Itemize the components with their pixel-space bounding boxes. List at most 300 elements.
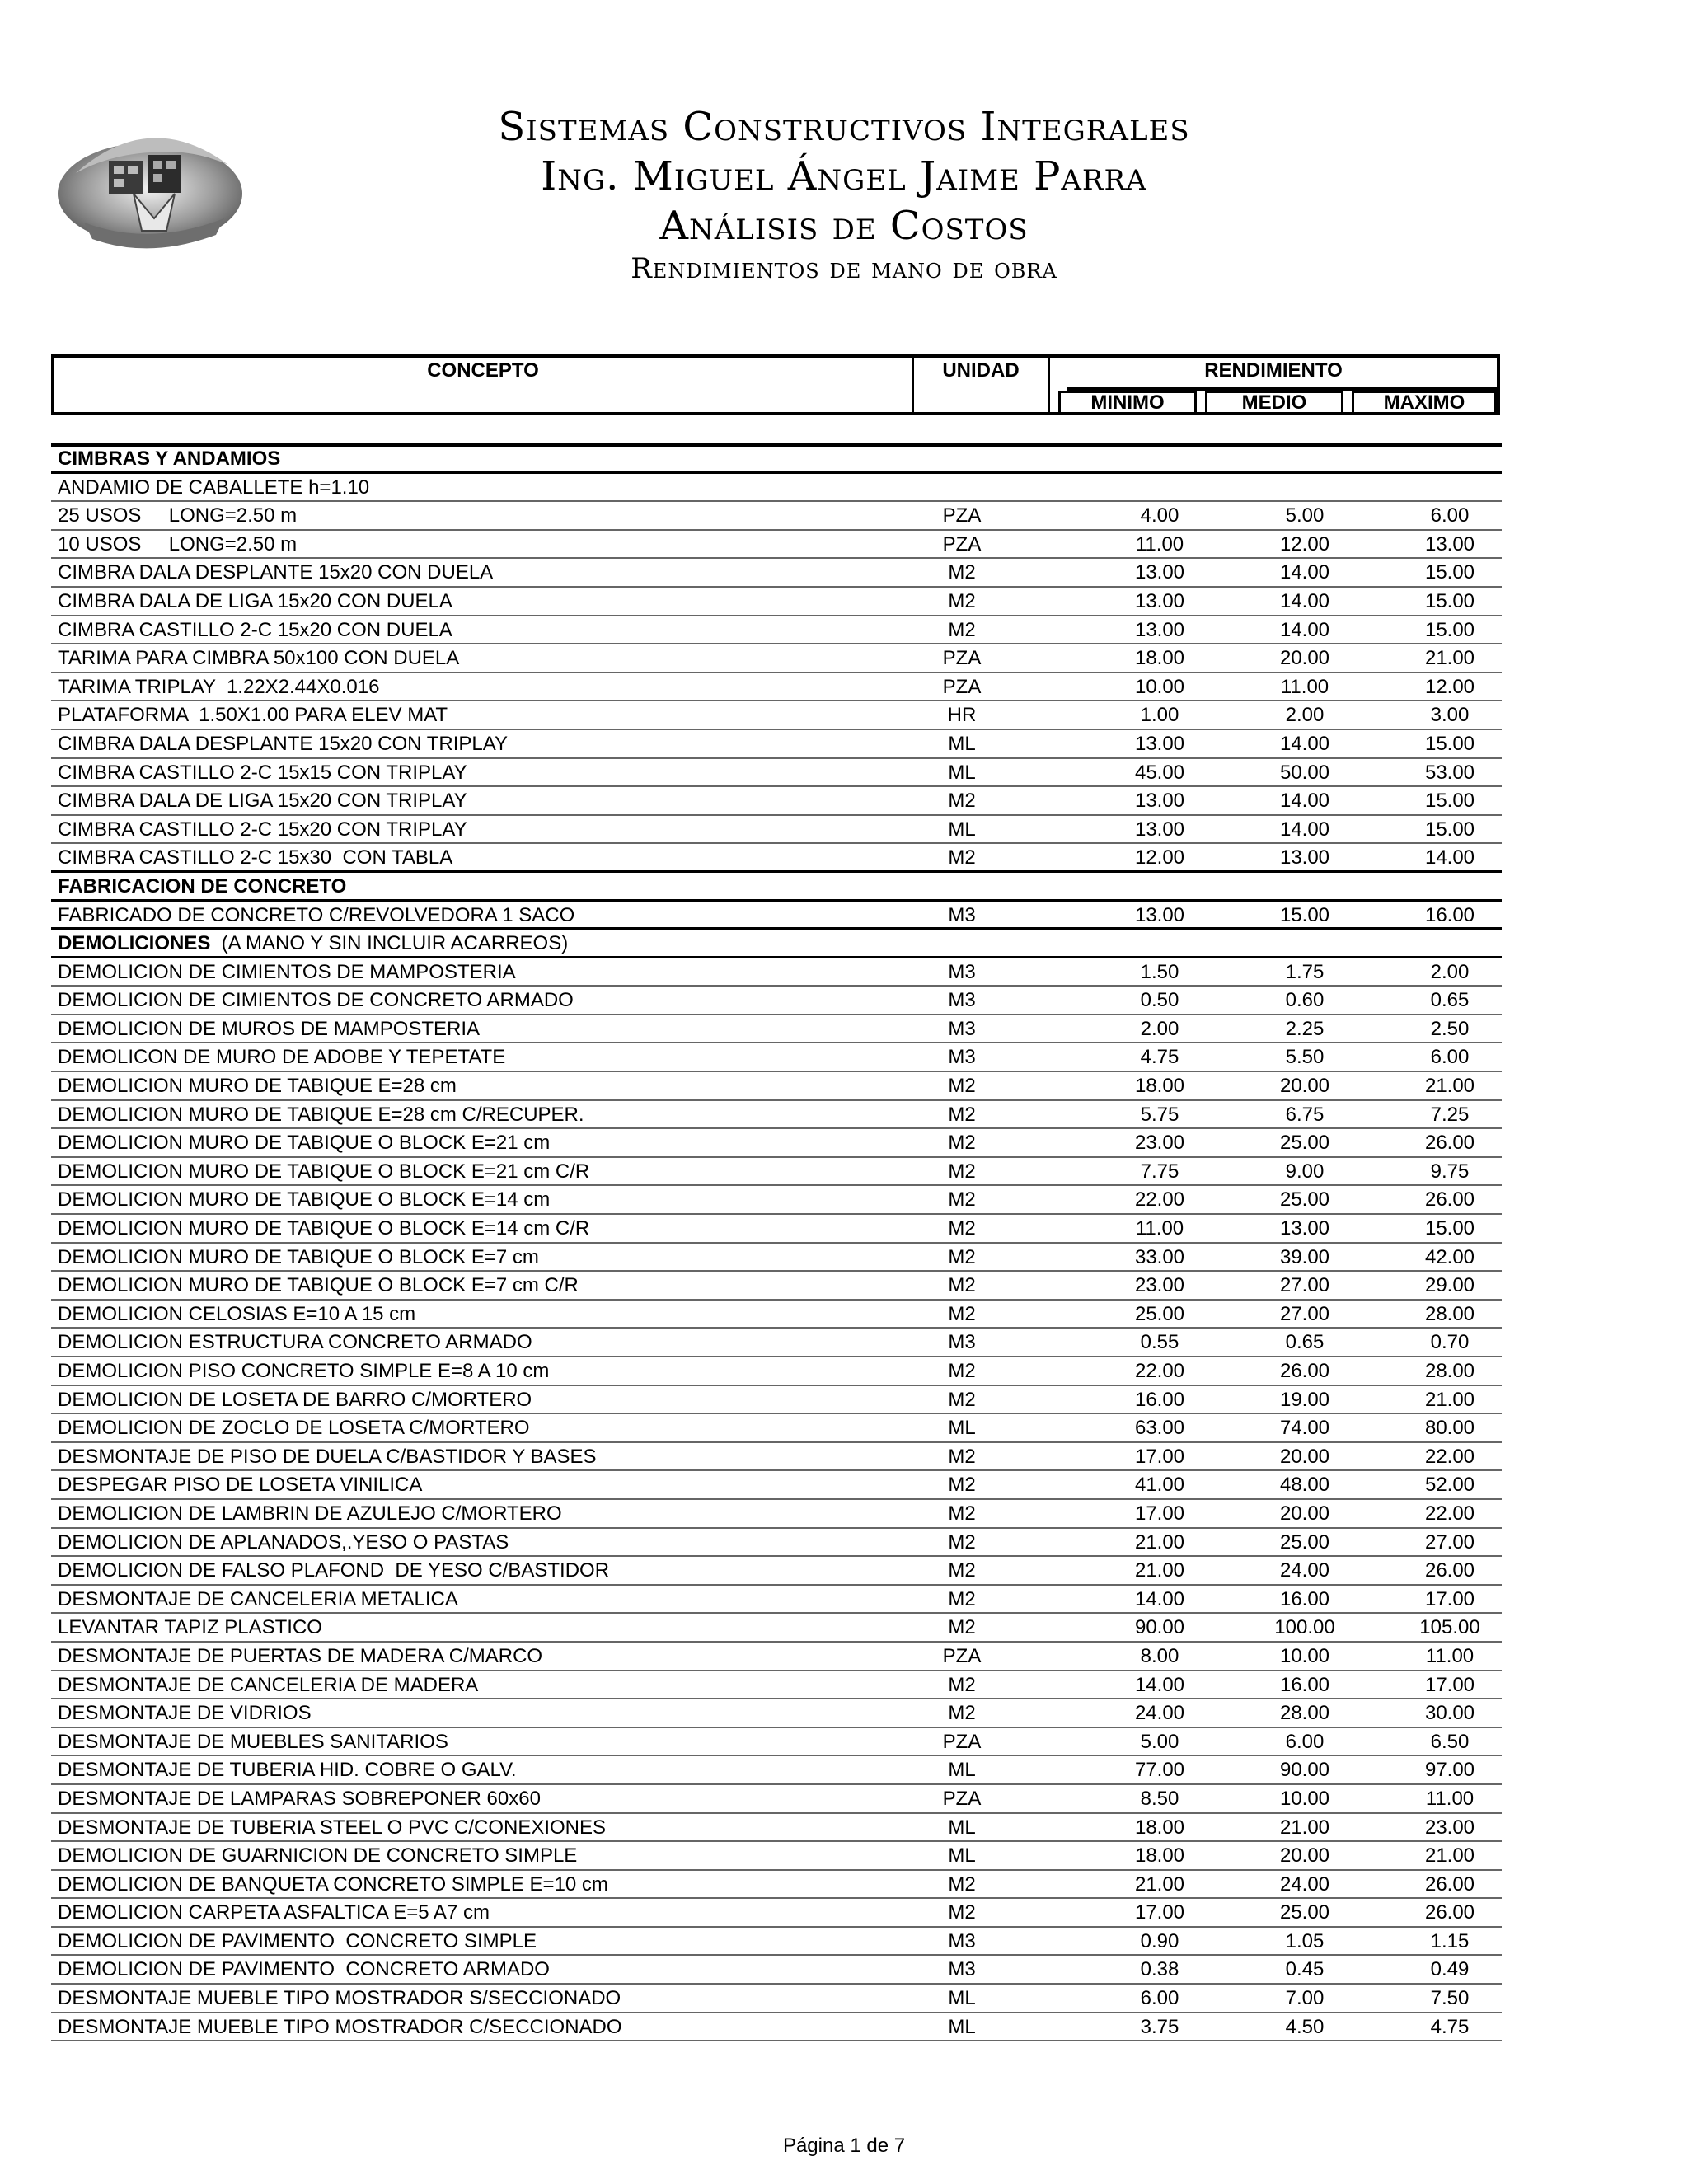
table-row [51, 474, 1502, 503]
medio-cell: 20.00 [1279, 647, 1330, 670]
concepto-text: DEMOLICION DE GUARNICION DE CONCRETO SIMPLE [58, 1844, 578, 1868]
maximo-cell: 21.00 [1424, 1075, 1475, 1098]
medio-cell: 21.00 [1279, 1816, 1330, 1839]
concepto-text: DEMOLICION MURO DE TABIQUE O BLOCK E=7 cm [58, 1245, 539, 1268]
concepto-text: DEMOLICION DE LOSETA DE BARRO C/MORTERO [58, 1388, 532, 1411]
medio-cell: 100.00 [1274, 1616, 1335, 1639]
concepto-text: DEMOLICION ESTRUCTURA CONCRETO ARMADO [58, 1331, 532, 1354]
maximo-cell: 17.00 [1424, 1587, 1475, 1610]
maximo-cell: 26.00 [1424, 1132, 1475, 1155]
unidad-cell: M2 [948, 1587, 976, 1610]
concepto-cell [58, 1614, 322, 1641]
medio-cell: 48.00 [1279, 1474, 1330, 1497]
concepto-cell [58, 1215, 589, 1242]
table-row [51, 559, 1502, 588]
section-header-row [51, 445, 1502, 474]
table-row [51, 1072, 1502, 1101]
unidad-cell: HR [947, 704, 977, 727]
concepto-cell [58, 1871, 608, 1898]
concepto-cell [58, 1586, 458, 1613]
concepto-cell [58, 673, 379, 701]
header-medio: MEDIO [1205, 391, 1343, 415]
table-row [51, 616, 1502, 645]
maximo-cell: 22.00 [1424, 1502, 1475, 1525]
minimo-cell: 16.00 [1134, 1388, 1185, 1411]
maximo-cell: 0.65 [1430, 989, 1470, 1012]
maximo-cell: 16.00 [1424, 903, 1475, 926]
concepto-text: DESMONTAJE MUEBLE TIPO MOSTRADOR C/SECCIONADO [58, 2015, 622, 2038]
maximo-cell: 2.50 [1430, 1017, 1470, 1040]
header-minimo: MINIMO [1058, 391, 1197, 415]
concepto-cell [58, 1015, 480, 1043]
unidad-cell: M3 [948, 960, 976, 983]
maximo-cell: 6.50 [1430, 1730, 1470, 1753]
unidad-cell: PZA [942, 1644, 982, 1667]
concepto-cell [58, 1101, 584, 1128]
maximo-cell: 7.50 [1430, 1987, 1470, 2010]
maximo-cell: 21.00 [1424, 1388, 1475, 1411]
medio-cell: 4.50 [1285, 2015, 1325, 2038]
concepto-text: DESMONTAJE DE TUBERIA HID. COBRE O GALV. [58, 1759, 517, 1782]
unidad-cell: M2 [948, 1245, 976, 1268]
maximo-cell: 12.00 [1424, 675, 1475, 698]
concepto-cell [58, 1728, 448, 1755]
concepto-note: (A MANO Y SIN INCLUIR ACARREOS) [210, 932, 569, 955]
maximo-cell: 26.00 [1424, 1901, 1475, 1924]
unidad-cell: M3 [948, 903, 976, 926]
unidad-cell: ML [948, 1844, 976, 1868]
medio-cell: 39.00 [1279, 1245, 1330, 1268]
table-row [51, 1272, 1502, 1301]
unidad-cell: ML [948, 1987, 976, 2010]
unidad-cell: M2 [948, 1616, 976, 1639]
cost-table-body [51, 445, 1502, 2041]
minimo-cell: 5.75 [1140, 1103, 1179, 1126]
concepto-cell [58, 1329, 532, 1356]
minimo-cell: 13.00 [1134, 790, 1185, 813]
medio-cell: 20.00 [1279, 1502, 1330, 1525]
minimo-cell: 1.50 [1140, 960, 1179, 983]
maximo-cell: 15.00 [1424, 1217, 1475, 1240]
medio-cell: 14.00 [1279, 818, 1330, 841]
page-footer: Página 1 de 7 [782, 2135, 906, 2157]
maximo-cell: 21.00 [1424, 647, 1475, 670]
concepto-cell [58, 1756, 517, 1783]
table-row [51, 588, 1502, 616]
unidad-cell: ML [948, 2015, 976, 2038]
concepto-text: DEMOLICION DE ZOCLO DE LOSETA C/MORTERO [58, 1417, 530, 1440]
maximo-cell: 28.00 [1424, 1360, 1475, 1382]
maximo-cell: 53.00 [1424, 761, 1475, 784]
concepto-text: DEMOLICION DE BANQUETA CONCRETO SIMPLE E=10 cm [58, 1872, 608, 1896]
table-row [51, 1215, 1502, 1244]
maximo-cell: 26.00 [1424, 1872, 1475, 1896]
concepto-text: DESMONTAJE DE LAMPARAS SOBREPONER 60x60 [58, 1787, 541, 1810]
medio-cell: 2.25 [1285, 1017, 1325, 1040]
unidad-cell: ML [948, 1417, 976, 1440]
minimo-cell: 2.00 [1140, 1017, 1179, 1040]
medio-cell: 5.00 [1285, 504, 1325, 527]
unidad-cell: M2 [948, 1530, 976, 1554]
minimo-cell: 17.00 [1134, 1445, 1185, 1468]
unidad-cell: M2 [948, 618, 976, 641]
medio-cell: 14.00 [1279, 790, 1330, 813]
medio-cell: 10.00 [1279, 1644, 1330, 1667]
concepto-cell [58, 445, 280, 472]
concepto-cell [58, 930, 568, 957]
medio-cell: 26.00 [1279, 1360, 1330, 1382]
medio-cell: 25.00 [1279, 1132, 1330, 1155]
minimo-cell: 17.00 [1134, 1502, 1185, 1525]
maximo-cell: 13.00 [1424, 532, 1475, 555]
medio-cell: 13.00 [1279, 1217, 1330, 1240]
concepto-text: CIMBRA DALA DESPLANTE 15x20 CON DUELA [58, 561, 494, 584]
unidad-cell: M3 [948, 1331, 976, 1354]
concepto-text: CIMBRA DALA DE LIGA 15x20 CON DUELA [58, 589, 452, 612]
concepto-cell [58, 730, 508, 757]
concepto-cell [58, 644, 459, 672]
medio-cell: 25.00 [1279, 1530, 1330, 1554]
minimo-cell: 18.00 [1134, 1844, 1185, 1868]
medio-cell: 13.00 [1279, 846, 1330, 869]
concepto-cell [58, 1899, 490, 1926]
medio-cell: 24.00 [1279, 1872, 1330, 1896]
medio-cell: 20.00 [1279, 1075, 1330, 1098]
concepto-text: CIMBRA CASTILLO 2-C 15x20 CON DUELA [58, 618, 452, 641]
medio-cell: 14.00 [1279, 589, 1330, 612]
header-maximo: MAXIMO [1352, 391, 1497, 415]
table-row [51, 1101, 1502, 1130]
maximo-cell: 30.00 [1424, 1702, 1475, 1725]
medio-cell: 1.05 [1285, 1929, 1325, 1952]
section-header-row [51, 930, 1502, 958]
unidad-cell: M2 [948, 589, 976, 612]
maximo-cell: 15.00 [1424, 618, 1475, 641]
title-engineer: Ing. Miguel Ángel Jaime Parra [541, 153, 1147, 199]
table-row [51, 1129, 1502, 1158]
minimo-cell: 18.00 [1134, 647, 1185, 670]
concepto-text: DEMOLICION DE PAVIMENTO CONCRETO ARMADO [58, 1958, 550, 1981]
concepto-cell [58, 1785, 541, 1812]
minimo-cell: 21.00 [1134, 1530, 1185, 1554]
maximo-cell: 1.15 [1430, 1929, 1470, 1952]
concepto-cell [58, 502, 297, 529]
concepto-text: DEMOLICION MURO DE TABIQUE O BLOCK E=14 cm [58, 1188, 551, 1212]
medio-cell: 10.00 [1279, 1787, 1330, 1810]
section-header-row [51, 873, 1502, 902]
table-row [51, 844, 1502, 873]
unidad-cell: M2 [948, 1872, 976, 1896]
medio-cell: 24.00 [1279, 1559, 1330, 1582]
table-row [51, 502, 1502, 531]
concepto-cell [58, 531, 297, 558]
table-row [51, 987, 1502, 1015]
concepto-text: FABRICADO DE CONCRETO C/REVOLVEDORA 1 SACO [58, 903, 575, 926]
medio-cell: 20.00 [1279, 1844, 1330, 1868]
concepto-text: DEMOLICION DE FALSO PLAFOND DE YESO C/BASTIDOR [58, 1559, 610, 1582]
concepto-text: LEVANTAR TAPIZ PLASTICO [58, 1616, 322, 1639]
concepto-text: DESPEGAR PISO DE LOSETA VINILICA [58, 1474, 423, 1497]
concepto-text: DEMOLICON DE MURO DE ADOBE Y TEPETATE [58, 1046, 506, 1069]
minimo-cell: 14.00 [1134, 1587, 1185, 1610]
unidad-cell: M2 [948, 1502, 976, 1525]
unidad-cell: M2 [948, 1673, 976, 1696]
table-row [51, 1871, 1502, 1900]
maximo-cell: 15.00 [1424, 589, 1475, 612]
minimo-cell: 13.00 [1134, 589, 1185, 612]
medio-cell: 25.00 [1279, 1188, 1330, 1212]
concepto-cell [58, 1643, 542, 1670]
medio-cell: 11.00 [1280, 675, 1329, 698]
concepto-text: TARIMA TRIPLAY 1.22X2.44X0.016 [58, 675, 380, 698]
table-row [51, 1301, 1502, 1329]
unidad-cell: M2 [948, 1445, 976, 1468]
minimo-cell: 0.38 [1140, 1958, 1179, 1981]
unidad-cell: ML [948, 732, 976, 755]
concepto-cell [58, 1244, 539, 1271]
minimo-cell: 14.00 [1134, 1673, 1185, 1696]
medio-cell: 6.00 [1285, 1730, 1325, 1753]
minimo-cell: 13.00 [1134, 618, 1185, 641]
minimo-cell: 18.00 [1134, 1075, 1185, 1098]
concepto-text: 10 USOS LONG=2.50 m [58, 532, 298, 555]
table-row [51, 1728, 1502, 1757]
minimo-cell: 63.00 [1134, 1417, 1185, 1440]
minimo-cell: 1.00 [1140, 704, 1179, 727]
concepto-cell [58, 902, 574, 929]
table-row [51, 1529, 1502, 1558]
medio-cell: 16.00 [1279, 1587, 1330, 1610]
concepto-cell [58, 844, 452, 871]
concepto-text: 25 USOS LONG=2.50 m [58, 504, 298, 527]
unidad-cell: M2 [948, 1302, 976, 1325]
concepto-cell [58, 1500, 562, 1527]
unidad-cell: M2 [948, 1160, 976, 1183]
unidad-cell: PZA [942, 1730, 982, 1753]
concepto-cell [58, 1928, 537, 1955]
unidad-cell: ML [948, 818, 976, 841]
table-row [51, 1244, 1502, 1272]
minimo-cell: 21.00 [1134, 1559, 1185, 1582]
table-row [51, 1443, 1502, 1472]
concepto-cell [58, 1814, 606, 1841]
concepto-cell [58, 1699, 312, 1727]
concepto-cell [58, 816, 467, 843]
concepto-cell [58, 701, 448, 729]
table-row [51, 1186, 1502, 1215]
maximo-cell: 4.75 [1430, 2015, 1470, 2038]
maximo-cell: 14.00 [1424, 846, 1475, 869]
concepto-text: DEMOLICION DE CIMIENTOS DE CONCRETO ARMADO [58, 989, 574, 1012]
table-row [51, 730, 1502, 759]
minimo-cell: 6.00 [1140, 1987, 1179, 2010]
concepto-text: CIMBRA CASTILLO 2-C 15x20 CON TRIPLAY [58, 818, 467, 841]
maximo-cell: 22.00 [1424, 1445, 1475, 1468]
concepto-text: DESMONTAJE DE CANCELERIA DE MADERA [58, 1673, 479, 1696]
concepto-cell [58, 1471, 422, 1498]
concepto-cell [58, 1301, 415, 1328]
maximo-cell: 15.00 [1424, 790, 1475, 813]
unidad-cell: M2 [948, 1360, 976, 1382]
concepto-text: DEMOLICION MURO DE TABIQUE O BLOCK E=7 cm C/R [58, 1274, 579, 1297]
unidad-cell: M2 [948, 1274, 976, 1297]
unidad-cell: ML [948, 761, 976, 784]
medio-cell: 15.00 [1279, 903, 1330, 926]
medio-cell: 0.65 [1285, 1331, 1325, 1354]
table-row [51, 1985, 1502, 2013]
medio-cell: 9.00 [1285, 1160, 1325, 1183]
concepto-cell [58, 1357, 549, 1385]
concepto-cell [58, 1443, 597, 1470]
unidad-cell: M3 [948, 1958, 976, 1981]
concepto-text: DEMOLICION DE CIMIENTOS DE MAMPOSTERIA [58, 960, 516, 983]
title-analysis: Análisis de Costos [659, 203, 1029, 249]
medio-cell: 7.00 [1285, 1987, 1325, 2010]
concepto-text: PLATAFORMA 1.50X1.00 PARA ELEV MAT [58, 704, 448, 727]
unidad-cell: M2 [948, 1188, 976, 1212]
unidad-cell: PZA [942, 675, 982, 698]
concepto-text: CIMBRA CASTILLO 2-C 15x30 CON TABLA [58, 846, 453, 869]
unidad-cell: M3 [948, 1046, 976, 1069]
concepto-text: DEMOLICION CELOSIAS E=10 A 15 cm [58, 1302, 416, 1325]
unidad-cell: M2 [948, 1075, 976, 1098]
unidad-cell: M2 [948, 1217, 976, 1240]
concepto-text: DESMONTAJE DE MUEBLES SANITARIOS [58, 1730, 448, 1753]
concepto-text: DEMOLICION DE MUROS DE MAMPOSTERIA [58, 1017, 481, 1040]
concepto-cell [58, 787, 467, 814]
concepto-cell [58, 1386, 532, 1413]
maximo-cell: 15.00 [1424, 818, 1475, 841]
concepto-cell [58, 759, 467, 786]
header-concepto: CONCEPTO [427, 359, 539, 382]
medio-cell: 27.00 [1279, 1302, 1330, 1325]
table-row [51, 1814, 1502, 1843]
concepto-text: DEMOLICION PISO CONCRETO SIMPLE E=8 A 10 cm [58, 1360, 550, 1382]
concepto-cell [58, 1158, 589, 1185]
medio-cell: 14.00 [1279, 618, 1330, 641]
table-row [51, 701, 1502, 730]
maximo-cell: 6.00 [1430, 1046, 1470, 1069]
unidad-cell: M3 [948, 1929, 976, 1952]
medio-cell: 20.00 [1279, 1445, 1330, 1468]
minimo-cell: 3.75 [1140, 2015, 1179, 2038]
concepto-cell [58, 1129, 550, 1156]
concepto-cell [58, 987, 574, 1014]
concepto-text: CIMBRA DALA DESPLANTE 15x20 CON TRIPLAY [58, 732, 508, 755]
maximo-cell: 3.00 [1430, 704, 1470, 727]
concepto-cell [58, 616, 452, 644]
unidad-cell: M2 [948, 1103, 976, 1126]
concepto-cell [58, 2013, 622, 2041]
maximo-cell: 28.00 [1424, 1302, 1475, 1325]
minimo-cell: 0.55 [1140, 1331, 1179, 1354]
medio-cell: 0.45 [1285, 1958, 1325, 1981]
concepto-text: CIMBRA DALA DE LIGA 15x20 CON TRIPLAY [58, 790, 467, 813]
concepto-cell [58, 1956, 550, 1983]
medio-cell: 0.60 [1285, 989, 1325, 1012]
maximo-cell: 7.25 [1430, 1103, 1470, 1126]
maximo-cell: 97.00 [1424, 1759, 1475, 1782]
unidad-cell: M2 [948, 1388, 976, 1411]
minimo-cell: 12.00 [1134, 846, 1185, 869]
unidad-cell: M2 [948, 1559, 976, 1582]
concepto-text: DESMONTAJE DE VIDRIOS [58, 1702, 312, 1725]
medio-cell: 27.00 [1279, 1274, 1330, 1297]
table-row [51, 902, 1502, 930]
concepto-text: DEMOLICION DE PAVIMENTO CONCRETO SIMPLE [58, 1929, 537, 1952]
table-row [51, 531, 1502, 560]
header-unidad: UNIDAD [942, 359, 1020, 382]
concepto-text: DESMONTAJE DE PUERTAS DE MADERA C/MARCO [58, 1644, 543, 1667]
maximo-cell: 0.49 [1430, 1958, 1470, 1981]
table-row [51, 1785, 1502, 1814]
medio-cell: 12.00 [1279, 532, 1330, 555]
minimo-cell: 0.50 [1140, 989, 1179, 1012]
concepto-text: FABRICACION DE CONCRETO [58, 874, 347, 898]
table-row [51, 1043, 1502, 1072]
table-row [51, 958, 1502, 987]
medio-cell: 1.75 [1285, 960, 1325, 983]
maximo-cell: 42.00 [1424, 1245, 1475, 1268]
concepto-text: DESMONTAJE DE CANCELERIA METALICA [58, 1587, 458, 1610]
minimo-cell: 11.00 [1135, 1217, 1184, 1240]
table-row [51, 1386, 1502, 1415]
table-row [51, 787, 1502, 816]
table-row [51, 1329, 1502, 1357]
minimo-cell: 90.00 [1134, 1616, 1185, 1639]
concepto-text: DEMOLICION CARPETA ASFALTICA E=5 A7 cm [58, 1901, 490, 1924]
maximo-cell: 29.00 [1424, 1274, 1475, 1297]
table-row [51, 1928, 1502, 1957]
maximo-cell: 26.00 [1424, 1188, 1475, 1212]
table-row [51, 1956, 1502, 1985]
table-row [51, 1357, 1502, 1386]
unidad-cell: PZA [942, 1787, 982, 1810]
table-row [51, 1500, 1502, 1529]
minimo-cell: 77.00 [1134, 1759, 1185, 1782]
maximo-cell: 6.00 [1430, 504, 1470, 527]
unidad-cell: M2 [948, 846, 976, 869]
minimo-cell: 13.00 [1134, 732, 1185, 755]
minimo-cell: 18.00 [1134, 1816, 1185, 1839]
concepto-text: CIMBRAS Y ANDAMIOS [58, 448, 281, 470]
unidad-cell: M2 [948, 1901, 976, 1924]
table-row [51, 1471, 1502, 1500]
minimo-cell: 25.00 [1134, 1302, 1185, 1325]
minimo-cell: 23.00 [1134, 1132, 1185, 1155]
medio-cell: 14.00 [1279, 561, 1330, 584]
minimo-cell: 13.00 [1134, 903, 1185, 926]
table-row [51, 816, 1502, 845]
concepto-cell [58, 873, 346, 900]
concepto-cell [58, 1186, 550, 1213]
unidad-cell: M2 [948, 1702, 976, 1725]
concepto-cell [58, 1985, 621, 2012]
minimo-cell: 22.00 [1134, 1360, 1185, 1382]
minimo-cell: 8.00 [1140, 1644, 1179, 1667]
medio-cell: 19.00 [1279, 1388, 1330, 1411]
minimo-cell: 4.75 [1140, 1046, 1179, 1069]
maximo-cell: 21.00 [1424, 1844, 1475, 1868]
concepto-cell [58, 1072, 457, 1099]
maximo-cell: 15.00 [1424, 561, 1475, 584]
unidad-cell: M2 [948, 561, 976, 584]
minimo-cell: 4.00 [1140, 504, 1179, 527]
maximo-cell: 2.00 [1430, 960, 1470, 983]
concepto-text: DEMOLICION MURO DE TABIQUE O BLOCK E=21 cm [58, 1132, 551, 1155]
unidad-cell: PZA [942, 532, 982, 555]
concepto-text: DEMOLICION MURO DE TABIQUE E=28 cm C/RECUPER. [58, 1103, 584, 1126]
